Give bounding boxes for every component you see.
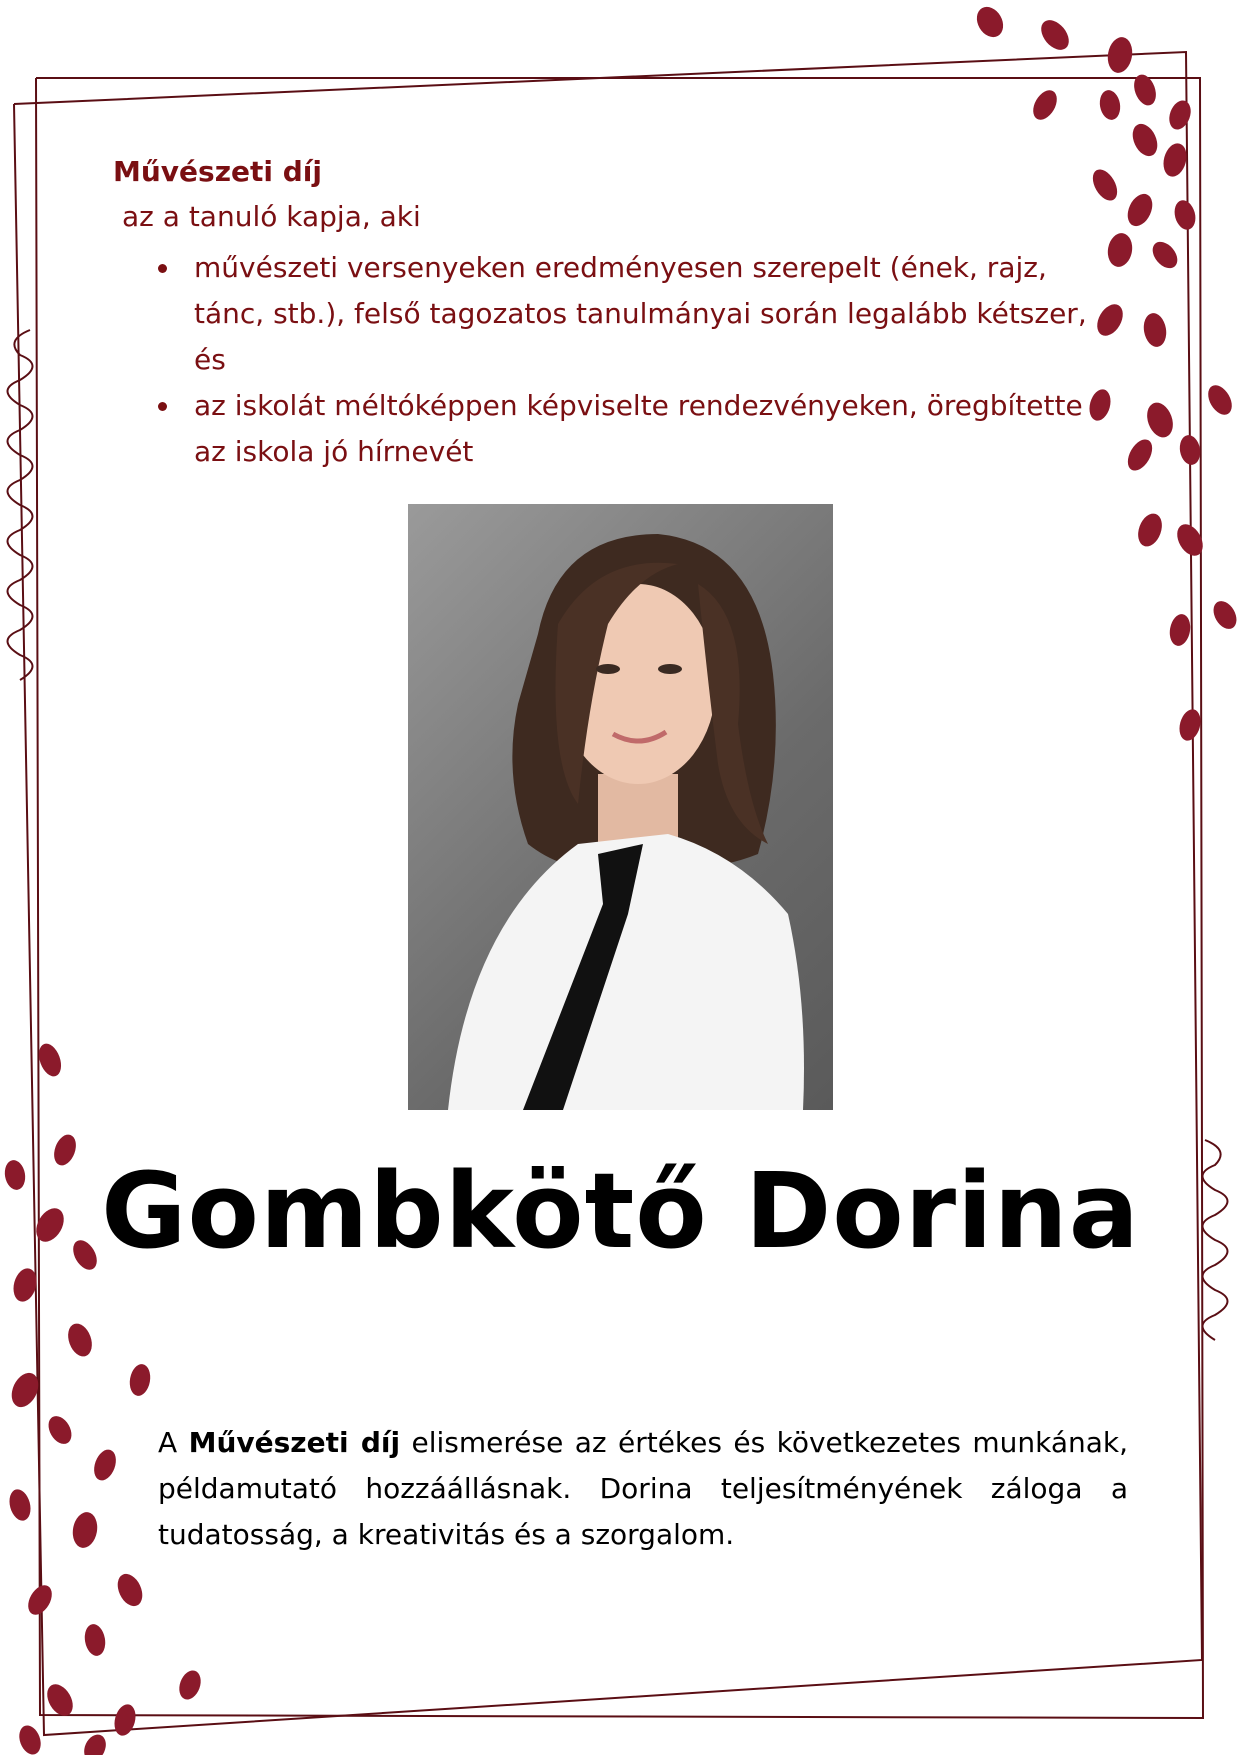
award-title: Művészeti díj [113, 155, 322, 188]
award-intro: az a tanuló kapja, aki [122, 200, 421, 233]
criteria-item [154, 245, 1114, 383]
description-award-name: Művészeti díj [188, 1426, 401, 1459]
student-name: Gombkötő Dorina [101, 1150, 1140, 1272]
bullet-icon [158, 264, 167, 273]
criteria-text: az iskolát méltóképpen képviselte rendezvényeken, öregbítette az iskola jó hírnevét [194, 389, 1083, 468]
description-text: elismerése az értékes és következetes munkának, példamutató hozzáállásnak. Dorina teljesítményének záloga a tudatosság, a kreativitás és a szorgalom. [158, 1426, 1128, 1551]
description-paragraph [158, 1420, 1128, 1558]
criteria-text: művészeti versenyeken eredményesen szerepelt (ének, rajz, tánc, stb.), felső tagozatos tanulmányai során legalább kétszer, és [194, 251, 1087, 376]
description-prefix: A [158, 1426, 189, 1459]
student-photo [408, 504, 833, 1110]
criteria-list [154, 245, 1114, 475]
bullet-icon [158, 402, 167, 411]
criteria-item [154, 383, 1114, 475]
